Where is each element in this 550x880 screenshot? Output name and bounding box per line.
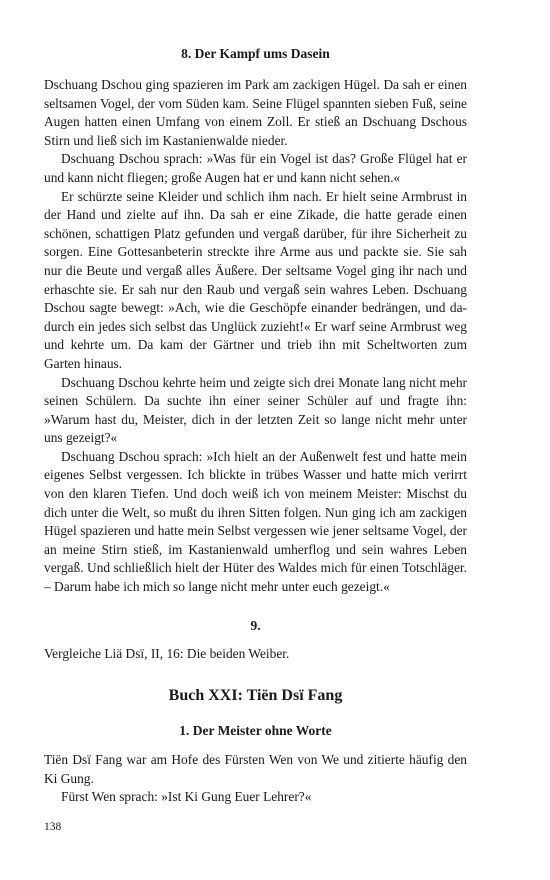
paragraph: Dschuang Dschou kehrte heim und zeigte sich drei Monate lang nicht mehr seinen Schülern. Da suchte ihn einer seiner Schüler auf und fragte ihn: »Warum hast du, Meister, dich in der letzten Zeit so lange nicht mehr unter uns gezeigt?« <box>44 374 467 446</box>
paragraph: Tiën Dsï Fang war am Hofe des Fürsten Wen von We und zitierte häufig den Ki Gung. <box>44 752 467 786</box>
page-number: 138 <box>44 821 62 833</box>
paragraph: Dschuang Dschou sprach: »Was für ein Vogel ist das? Große Flügel hat er und kann nicht fliegen; große Augen hat er und kann nicht sehen.« <box>44 151 467 185</box>
paragraph: Dschuang Dschou sprach: »Ich hielt an der Außenwelt fest und hatte mein eigenes Selbst vergessen. Ich blickte in trübes Wasser und hatte mich verirrt von den klaren Tiefen. Und doch weiß ich von meinem Meister: Mischst du dich unter die Welt, so mußt du ihren Sitten folgen. Nun ging ich am zackigen Hügel spazieren und hatte mein Selbst vergessen wie jener seltsame Vogel, der an meine Stirn stieß, im Kastanienwald umherflog und sein wahres Leben vergaß. Und schließlich hielt der Hüter des Waldes mich für einen Totschläger. – Darum habe ich mich so lange nicht mehr unter euch gezeigt.« <box>44 448 467 595</box>
chapter-title: 1. Der Meister ohne Worte <box>179 723 332 739</box>
section-title-kampf: 8. Der Kampf ums Dasein <box>181 46 330 61</box>
paragraph: Er schürzte seine Kleider und schlich ihm nach. Er hielt seine Armbrust in der Hand und zielte auf ihn. Da sah er eine Zikade, die hatte gerade einen schönen, schattigen Platz gefunden und vergaß darüber, für ihre Sicherheit zu sorgen. Eine Gottesanbeterin streckte ihre Arme aus und packte sie. Sie sah nur die Beute und vergaß alles Äußere. Der seltsame Vogel ging ihr nach und erhaschte sie. Er sah nur den Raub und vergaß sein wahres Leben. Dschuang Dschou sagte bewegt: »Ach, wie die Geschöpfe einander bedrängen, und dadurch ein jedes sich selbst das Unglück zuzieht!« Er warf seine Armbrust weg und kehrte um. Da kam der Gärtner und trieb ihn mit Scheltworten zum Garten hinaus. <box>44 188 467 371</box>
paragraph: Fürst Wen sprach: »Ist Ki Gung Euer Lehrer?« <box>61 789 312 805</box>
paragraph-reference: Vergleiche Liä Dsï, II, 16: Die beiden Weiber. <box>44 645 290 661</box>
page-body <box>44 44 467 807</box>
section-title-9: 9. <box>250 617 261 633</box>
book-title: Buch XXI: Tiën Dsï Fang <box>168 687 343 705</box>
paragraph: Dschuang Dschou ging spazieren im Park am zackigen Hügel. Da sah er einen seltsamen Vogel, der vom Süden kam. Seine Flügel spannten sieben Fuß, seine Augen hatten einen Umfang von einem Zoll. Er stieß an Dschuang Dschous Stirn und ließ sich im Kastanienwalde nieder. <box>44 77 467 148</box>
